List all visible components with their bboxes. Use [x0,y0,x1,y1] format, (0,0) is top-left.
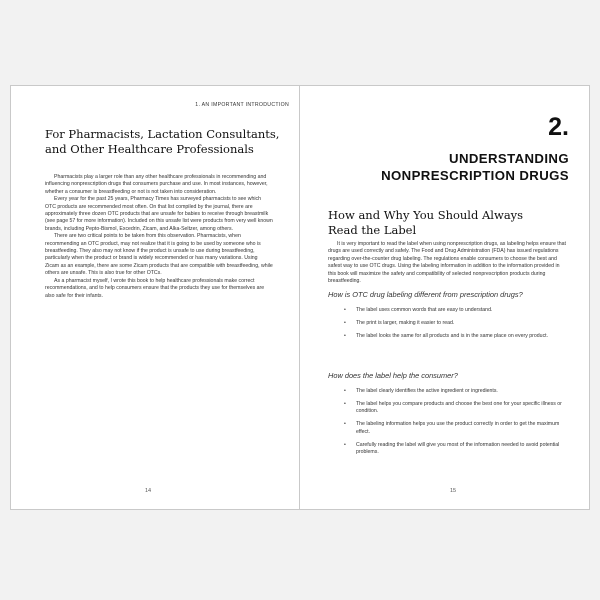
bullet-icon: • [344,421,346,428]
list-item [344,333,574,340]
bullet-list [344,388,574,462]
list-item [344,307,574,314]
intro-text [328,241,568,285]
list-item [344,320,574,327]
list-item [344,388,574,395]
section-heading: For Pharmacists, Lactation Consultants, and Other Healthcare Professionals [45,127,280,156]
body-text [45,174,273,300]
section-heading: How and Why You Should Always Read the Label [328,208,524,237]
list-item [344,421,574,436]
question-heading: How does the label help the consumer? [328,371,458,380]
chapter-title [381,150,569,184]
list-item-text: The label helps you compare products and choose the best one for your specific illness or condition. [356,400,562,415]
list-item-text: The label clearly identifies the active ingredient or ingredients. [356,388,498,394]
bullet-icon: • [344,400,346,407]
list-item [344,442,574,457]
chapter-number: 2. [548,113,569,141]
running-head: 1. AN IMPORTANT INTRODUCTION [195,102,289,108]
question-heading: How is OTC drug labeling different from prescription drugs? [328,290,523,299]
paragraph: As a pharmacist myself, I wrote this book to help healthcare professionals make correct recommendations, and to help consumers ensure that the products they use for themselves are also safe for their infants. [45,277,265,299]
chapter-title-line: NONPRESCRIPTION DRUGS [381,168,569,183]
list-item-text: The label uses common words that are easy to understand. [356,307,493,313]
bullet-list [344,307,574,346]
list-item-text: The labeling information helps you use the product correctly in order to get the maximum effect. [356,421,560,435]
list-item-text: The label looks the same for all products and is in the same place on every product. [356,332,549,339]
left-page [10,85,300,510]
bullet-icon: • [344,332,346,339]
paragraph: It is very important to read the label when using nonprescription drugs, as labeling helps ensure that drugs are used correctly and safely. The Food and Drug Administration (FDA) has issued regulations regarding over-the-counter drug labeling. The regulations enable consumers to choose the best and safest way to use OTC drugs. Using the labeling information in addition to the information provided in this book will maximize the safety and compatibility of selected nonprescription products during breastfeeding. [328,241,566,285]
paragraph: Every year for the past 25 years, Pharmacy Times has surveyed pharmacists to see which OTC products are recommended most often. On that list compiled by the journal, there are approximately three dozen OTC products that are unsafe for babies to receive through breastmilk (see page 57 for more information). Included on this unsafe list were products from very well known brands, including Pepto-Bismol, Excedrin, Zicam, and Alka-Seltzer, among others. [45,196,273,232]
bullet-icon: • [344,441,346,448]
page-number: 15 [450,488,457,494]
list-item-text: The print is larger, making it easier to read. [356,319,455,326]
list-item [344,401,574,416]
bullet-icon: • [344,307,346,313]
right-page [300,85,590,510]
chapter-title-line: UNDERSTANDING [449,151,569,166]
bullet-icon: • [344,388,346,394]
page-number: 14 [145,488,152,494]
list-item-text: Carefully reading the label will give you most of the information needed to avoid potential problems. [356,441,560,455]
paragraph: Pharmacists play a larger role than any other healthcare professionals in recommending and influencing nonprescription drugs that consumers purchase and use. In most instances, however, whether a consumer is breastfeeding or not is not taken into consideration. [45,174,268,195]
paragraph: There are two critical points to be taken from this observation. Pharmacists, when recommending an OTC product, may not realize that it is going to be used by someone who is breastfeeding. They also may not know if the product is unsafe to use during breastfeeding, particularly when the product or brand is widely recommended or has many variations. Using Zicam as an example, there are some Zicam products that are compatible with breastfeeding, while others are unsafe. This is also true for other OTCs. [45,233,273,277]
bullet-icon: • [344,319,346,326]
